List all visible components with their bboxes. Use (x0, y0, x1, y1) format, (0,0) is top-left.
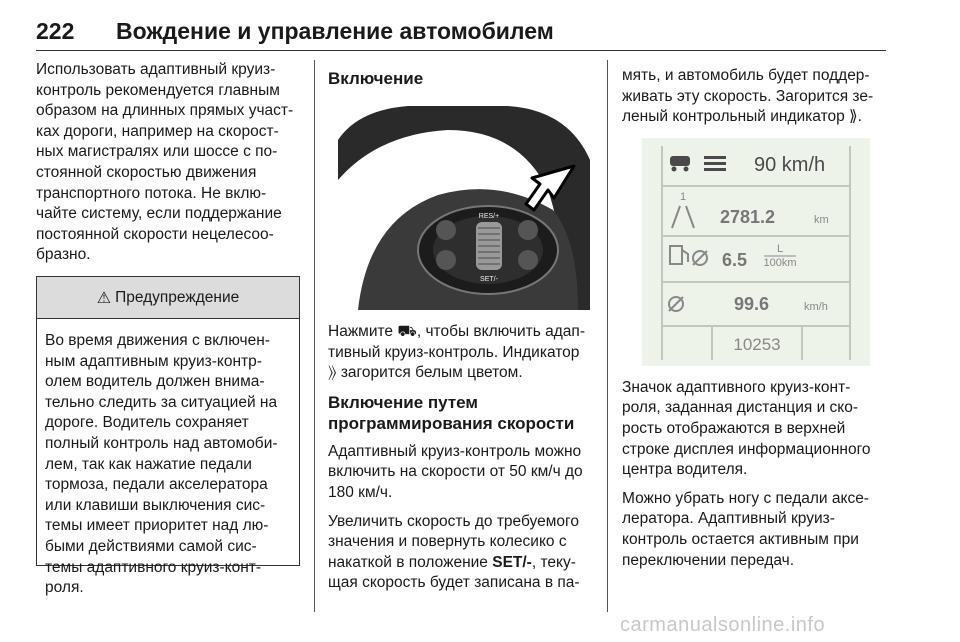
continuation-paragraph: мять, и автомобиль будет поддер-живать эту скорость. Загорится зе-леный контрольный индикатор ⟫. (622, 67, 874, 126)
warning-text: Во время движения с включен-ным адаптивным круиз-контр-олем водитель должен внима-тельно следить за ситуацией на дороге. Водитель сохраняет полный контроль над автомоби-лем, так как нажатие педали тормоза, педали акселератора или клавиши выключения сис-темы имеет приоритет над лю-быми действиями самой сис-темы адаптивного круиз-конт-роля. (45, 332, 278, 597)
distance-unit: km (814, 213, 829, 226)
column-1 (36, 60, 300, 303)
watermark: carmanualsonline.info (620, 614, 826, 636)
set-key-label: SET/- (492, 553, 532, 571)
warning-title: Предупреждение (115, 288, 240, 306)
set-speed-paragraph: Увеличить скорость до требуемого значения и повернуть колесико с накаткой в положение SET/-, теку-щая скорость будет записана в па- (328, 512, 580, 592)
odometer: 10253 (733, 334, 781, 354)
intro-paragraph: Использовать адаптивный круиз-контроль рекомендуется главным образом на длинных прямых участ-ках дороги, например на скорост-ных магистралях или шоссе с по-стоянной скоростью движения транспортного потока. Не вклю-чайте систему, если поддержание постоянной скорости нецелесоо-бразно. (36, 61, 294, 264)
lane-number: 1 (680, 190, 687, 203)
activation-paragraph: Нажмите ⛟, чтобы включить адап-тивный круиз-контроль. Индикатор ⟫ загорится белым цветом. (328, 323, 585, 382)
column-2 (328, 68, 592, 602)
trip-distance: 2781.2 (720, 206, 776, 227)
display-description: Значок адаптивного круиз-конт-роля, заданная дистанция и ско-рость отображаются в верхней строке дисплея информационного центра водителя. (622, 378, 871, 479)
fuel-unit-top: L (776, 242, 784, 255)
column-divider-1 (314, 60, 315, 612)
fuel-consumption: 6.5 (722, 249, 748, 270)
speed-readout: 90 km/h (754, 153, 826, 176)
column-divider-2 (607, 60, 608, 612)
average-speed-unit: km/h (804, 300, 828, 313)
res-label: RES/+ (478, 213, 500, 220)
warning-box (36, 276, 300, 597)
steering-wheel-illustration (328, 100, 592, 310)
warning-header (37, 277, 299, 319)
subsection-heading: Включение путем программирования скорости (328, 392, 575, 433)
header-rule (36, 50, 886, 51)
average-speed: 99.6 (734, 293, 770, 314)
distance-bars-icon (704, 156, 726, 171)
warning-triangle-icon: ⚠ (96, 289, 112, 307)
driver-info-display (642, 138, 870, 366)
pedal-paragraph: Можно убрать ногу с педали аксе-лератора. Адаптивный круиз-контроль остается активным при переключении передач. (622, 489, 869, 569)
fuel-unit-bottom: 100km (763, 256, 797, 269)
column-3 (622, 66, 888, 579)
page-header (36, 18, 916, 52)
page-title: Вождение и управление автомобилем (116, 18, 554, 44)
set-label: SET/- (480, 276, 498, 283)
speed-range-paragraph: Адаптивный круиз-контроль можно включить на скорости от 50 км/ч до 180 км/ч. (328, 442, 583, 501)
section-heading: Включение (328, 69, 424, 88)
page-number: 222 (36, 18, 75, 44)
